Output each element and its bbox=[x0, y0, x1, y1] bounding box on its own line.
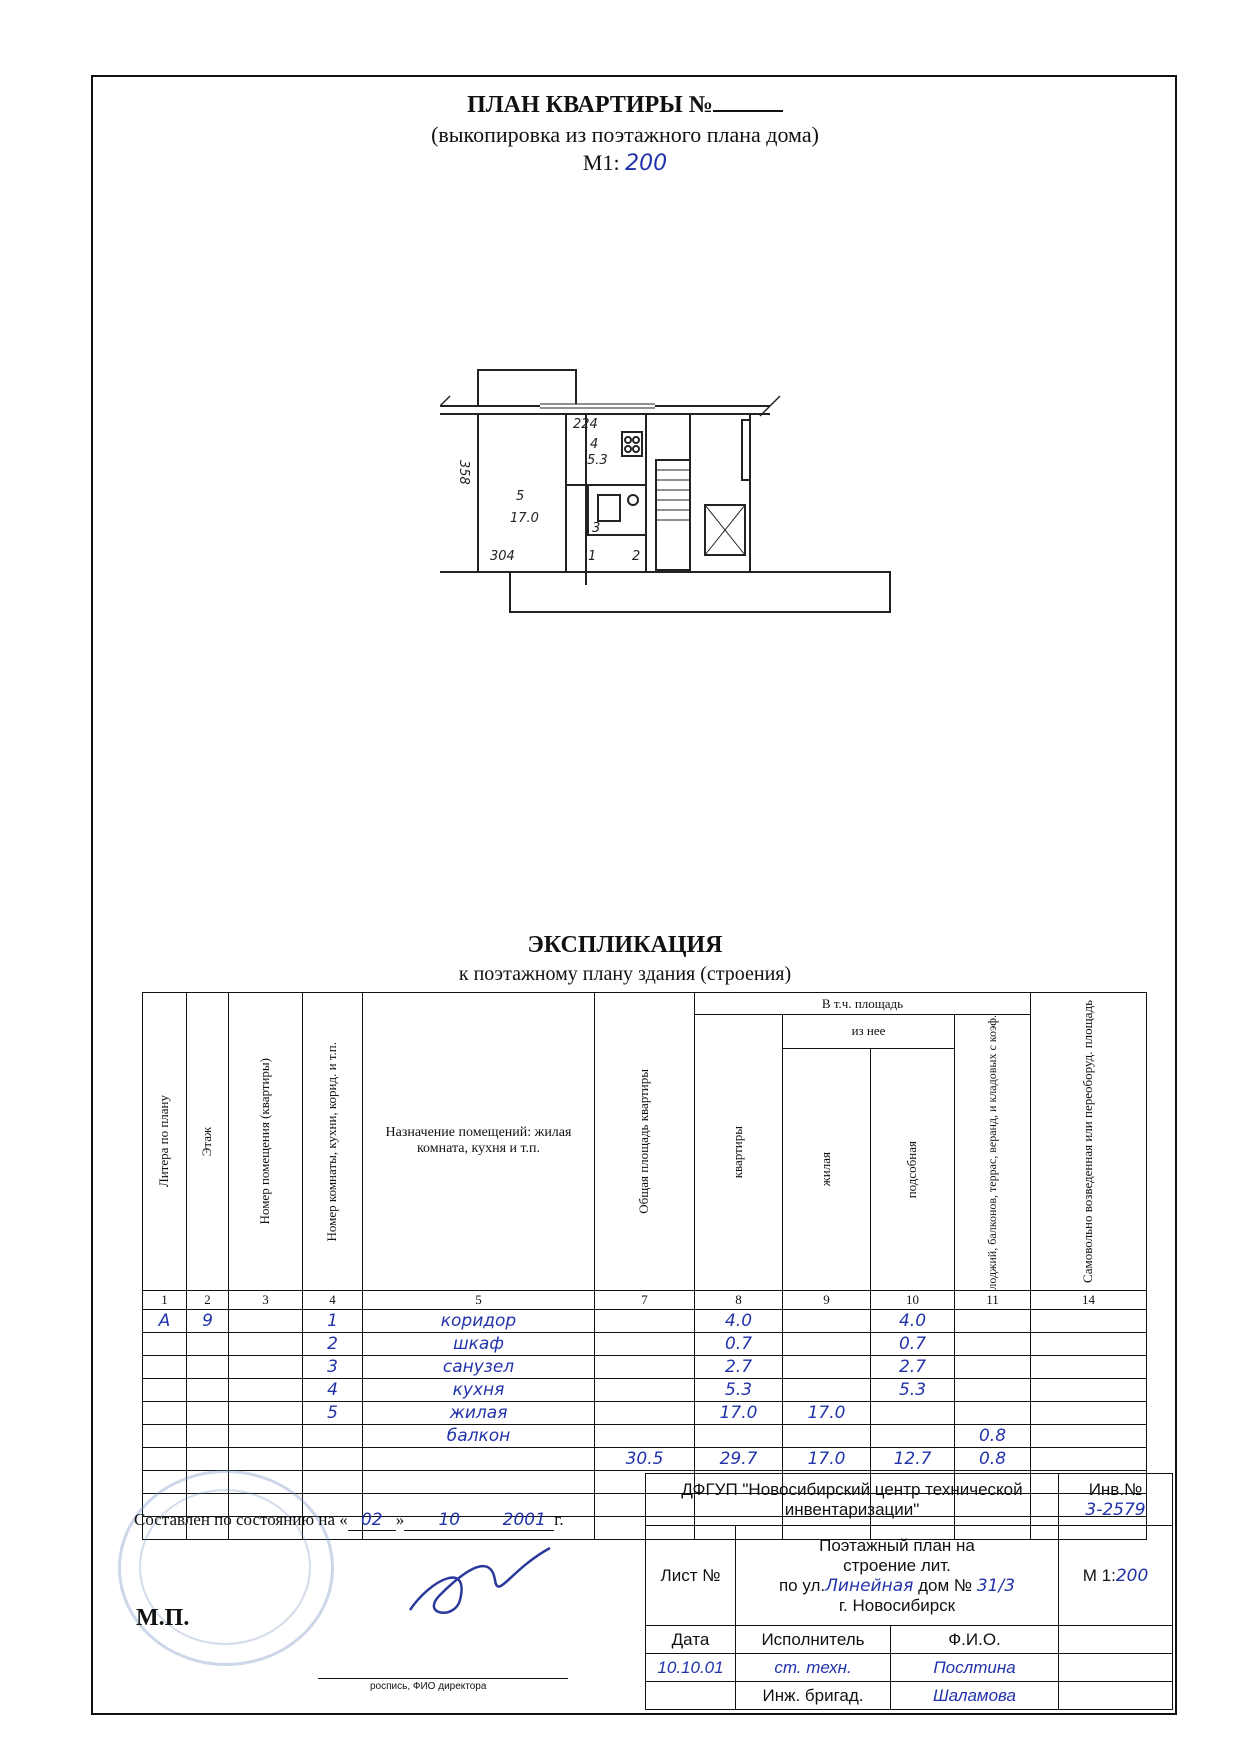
table-cell: 4.0 bbox=[871, 1309, 955, 1332]
plan-room-1-number: 1 bbox=[588, 549, 597, 564]
table-cell: 2.7 bbox=[871, 1355, 955, 1378]
header-litera: Литера по плану bbox=[143, 993, 187, 1291]
table-cell: 17.0 bbox=[695, 1401, 783, 1424]
table-row bbox=[143, 1332, 1147, 1355]
table-cell bbox=[363, 1447, 595, 1470]
table-cell bbox=[955, 1309, 1031, 1332]
executor-label: Исполнитель bbox=[736, 1626, 891, 1654]
table-cell bbox=[1031, 1424, 1147, 1447]
explication-subtitle: к поэтажному плану здания (строения) bbox=[458, 963, 792, 985]
table-cell bbox=[695, 1424, 783, 1447]
table-cell: 17.0 bbox=[783, 1447, 871, 1470]
executor-fio: Послтина bbox=[891, 1654, 1059, 1682]
document-description: Поэтажный план на строение лит. по ул.Линейная дом № 31/3 г. Новосибирск bbox=[736, 1526, 1059, 1626]
table-cell bbox=[595, 1332, 695, 1355]
table-cell: коридор bbox=[363, 1309, 595, 1332]
plan-room-4-area: 5.3 bbox=[587, 453, 608, 468]
plan-room-4-number: 4 bbox=[590, 437, 599, 452]
table-cell: 5.3 bbox=[695, 1378, 783, 1401]
table-cell bbox=[595, 1355, 695, 1378]
inventory-number: 3-2579 bbox=[1085, 1499, 1146, 1520]
table-row bbox=[143, 1355, 1147, 1378]
table-cell bbox=[143, 1378, 187, 1401]
table-cell bbox=[229, 1355, 303, 1378]
table-cell: 5.3 bbox=[871, 1378, 955, 1401]
plan-subtitle: (выкопировка из поэтажного плана дома) bbox=[431, 122, 819, 147]
composed-month: 10 bbox=[404, 1510, 494, 1531]
table-cell bbox=[229, 1424, 303, 1447]
table-cell bbox=[143, 1332, 187, 1355]
sheet-scale: М 1:200 bbox=[1059, 1526, 1173, 1626]
sheet-number-label: Лист № bbox=[646, 1526, 736, 1626]
table-cell: 1 bbox=[303, 1309, 363, 1332]
date-label: Дата bbox=[646, 1626, 736, 1654]
table-cell: 2.7 bbox=[695, 1355, 783, 1378]
header-purpose: Назначение помещений: жилая комната, кухня и т.п. bbox=[363, 993, 595, 1291]
header-auxiliary: подсобная bbox=[871, 1048, 955, 1290]
table-cell bbox=[1031, 1447, 1147, 1470]
table-cell bbox=[143, 1447, 187, 1470]
header-incl-area: В т.ч. площадь bbox=[695, 993, 1031, 1015]
street-name: Линейная bbox=[825, 1575, 914, 1596]
header-floor: Этаж bbox=[187, 993, 229, 1291]
table-cell: 12.7 bbox=[871, 1447, 955, 1470]
table-cell bbox=[955, 1355, 1031, 1378]
explication-table bbox=[142, 992, 1147, 1540]
composed-day: 02 bbox=[348, 1510, 396, 1531]
table-cell bbox=[1031, 1355, 1147, 1378]
plan-room-5-number: 5 bbox=[516, 489, 525, 504]
signature-caption: роспись, ФИО директора bbox=[370, 1681, 487, 1692]
table-cell bbox=[783, 1378, 871, 1401]
table-cell: шкаф bbox=[363, 1332, 595, 1355]
date-value: 10.10.01 bbox=[646, 1654, 736, 1682]
table-cell bbox=[143, 1424, 187, 1447]
executor-value: ст. техн. bbox=[736, 1654, 891, 1682]
explication-title: ЭКСПЛИКАЦИЯ bbox=[527, 932, 723, 958]
table-cell bbox=[229, 1378, 303, 1401]
plan-dim-224: 224 bbox=[573, 417, 598, 432]
table-cell bbox=[1031, 1309, 1147, 1332]
table-row bbox=[143, 1401, 1147, 1424]
table-cell bbox=[595, 1378, 695, 1401]
table-cell: 0.8 bbox=[955, 1447, 1031, 1470]
table-cell bbox=[783, 1332, 871, 1355]
brigade-label: Инж. бригад. bbox=[736, 1682, 891, 1710]
inventory-cell: Инв.№ 3-2579 bbox=[1059, 1474, 1173, 1526]
plan-scale-value: 200 bbox=[625, 151, 668, 176]
table-cell bbox=[783, 1424, 871, 1447]
house-number: 31/3 bbox=[976, 1575, 1016, 1596]
director-signature bbox=[400, 1540, 570, 1630]
table-cell: 30.5 bbox=[595, 1447, 695, 1470]
table-cell bbox=[187, 1424, 229, 1447]
floor-plan-drawing bbox=[440, 360, 910, 630]
table-cell bbox=[595, 1401, 695, 1424]
table-cell: 0.7 bbox=[871, 1332, 955, 1355]
header-premises-number: Номер помещения (квартиры) bbox=[229, 993, 303, 1291]
table-cell bbox=[187, 1447, 229, 1470]
plan-title: ПЛАН КВАРТИРЫ № bbox=[0, 92, 1250, 119]
table-cell bbox=[303, 1470, 363, 1493]
table-cell bbox=[187, 1401, 229, 1424]
table-cell bbox=[187, 1378, 229, 1401]
header-of-which: из нее bbox=[783, 1015, 955, 1049]
plan-scale: М1: 200 bbox=[582, 150, 668, 176]
table-cell bbox=[955, 1332, 1031, 1355]
table-row bbox=[143, 1447, 1147, 1470]
table-cell: А bbox=[143, 1309, 187, 1332]
table-cell bbox=[1031, 1378, 1147, 1401]
stamp-place-label: М.П. bbox=[136, 1605, 190, 1631]
table-cell: 9 bbox=[187, 1309, 229, 1332]
plan-dim-358: 358 bbox=[456, 460, 471, 485]
table-cell bbox=[143, 1355, 187, 1378]
plan-number-blank bbox=[713, 92, 783, 112]
table-cell bbox=[303, 1424, 363, 1447]
composed-year: 2001 bbox=[494, 1510, 554, 1531]
plan-room-5-area: 17.0 bbox=[510, 511, 539, 526]
header-living: жилая bbox=[783, 1048, 871, 1290]
header-room-number: Номер комнаты, кухни, корид. и т.п. bbox=[303, 993, 363, 1291]
plan-room-2-number: 2 bbox=[632, 549, 641, 564]
header-loggias: лоджий, балконов, террас, веранд, и кладовых с коэф. bbox=[955, 1015, 1031, 1291]
table-cell bbox=[229, 1309, 303, 1332]
plan-room-3-number: 3 bbox=[592, 521, 601, 536]
table-cell bbox=[187, 1355, 229, 1378]
table-cell: жилая bbox=[363, 1401, 595, 1424]
fio-label: Ф.И.О. bbox=[891, 1626, 1059, 1654]
table-cell bbox=[871, 1401, 955, 1424]
table-cell bbox=[871, 1424, 955, 1447]
table-cell bbox=[595, 1424, 695, 1447]
table-cell: 0.7 bbox=[695, 1332, 783, 1355]
organization-name: ДФГУП "Новосибирский центр технической инвентаризации" bbox=[646, 1474, 1059, 1526]
round-seal-stamp bbox=[118, 1470, 334, 1666]
table-cell bbox=[187, 1332, 229, 1355]
table-cell bbox=[143, 1401, 187, 1424]
header-apartment: квартиры bbox=[695, 1015, 783, 1291]
table-row bbox=[143, 1424, 1147, 1447]
table-cell bbox=[229, 1332, 303, 1355]
table-cell: 5 bbox=[303, 1401, 363, 1424]
table-cell: 17.0 bbox=[783, 1401, 871, 1424]
table-cell: санузел bbox=[363, 1355, 595, 1378]
brigade-fio: Шаламова bbox=[891, 1682, 1059, 1710]
table-cell bbox=[1031, 1332, 1147, 1355]
table-cell: 4 bbox=[303, 1378, 363, 1401]
table-cell: 3 bbox=[303, 1355, 363, 1378]
table-cell bbox=[303, 1447, 363, 1470]
table-cell: 2 bbox=[303, 1332, 363, 1355]
table-cell: 0.8 bbox=[955, 1424, 1031, 1447]
column-number-row: 1 2 3 4 5 7 8 9 10 11 14 bbox=[143, 1290, 1147, 1309]
table-cell bbox=[955, 1378, 1031, 1401]
table-cell bbox=[363, 1470, 595, 1493]
table-cell bbox=[229, 1401, 303, 1424]
table-cell bbox=[229, 1447, 303, 1470]
plan-dim-304: 304 bbox=[490, 549, 515, 564]
header-total-area: Общая площадь квартиры bbox=[595, 993, 695, 1291]
table-cell: кухня bbox=[363, 1378, 595, 1401]
composed-date-line: Составлен по состоянию на « 02 » 10 2001 г. bbox=[134, 1510, 564, 1530]
table-row bbox=[143, 1378, 1147, 1401]
table-cell bbox=[595, 1309, 695, 1332]
title-block bbox=[645, 1473, 1173, 1710]
header-unauthorized: Самовольно возведенная или переоборуд. площадь bbox=[1031, 993, 1147, 1291]
table-cell: 4.0 bbox=[695, 1309, 783, 1332]
table-cell bbox=[955, 1401, 1031, 1424]
table-cell: 29.7 bbox=[695, 1447, 783, 1470]
table-cell bbox=[783, 1309, 871, 1332]
table-cell bbox=[1031, 1401, 1147, 1424]
table-cell bbox=[783, 1355, 871, 1378]
table-cell: балкон bbox=[363, 1424, 595, 1447]
table-row bbox=[143, 1309, 1147, 1332]
